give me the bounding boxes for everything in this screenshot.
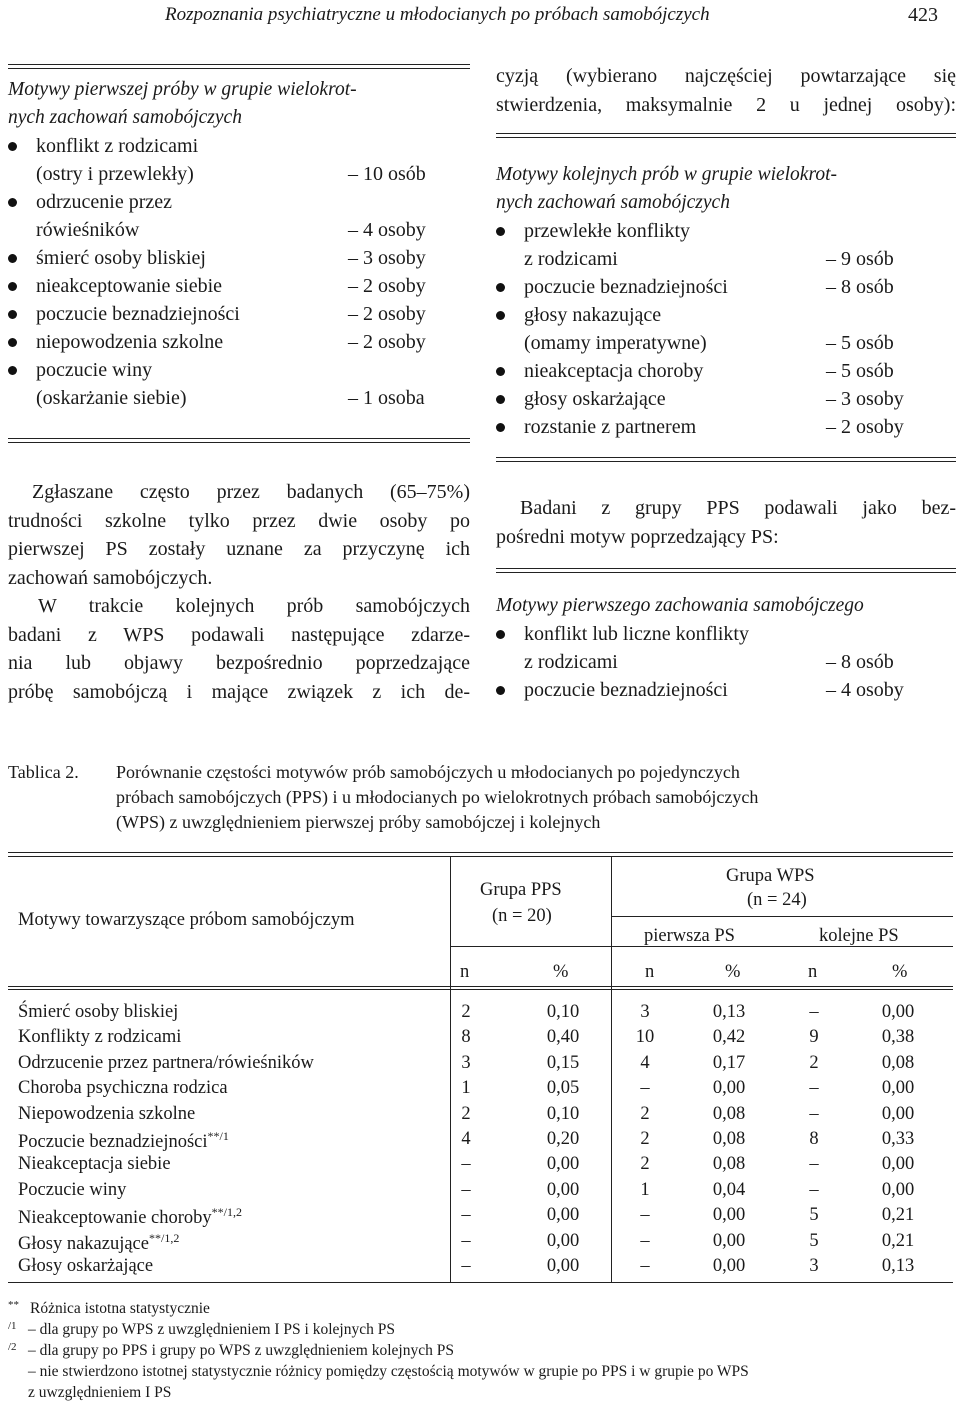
left-paragraph	[8, 478, 470, 706]
motive-label: z rodzicami	[524, 651, 618, 673]
subheader-pct: %	[725, 962, 741, 982]
footnote-mark: **/1,2	[148, 1230, 180, 1245]
bullet-icon	[8, 198, 17, 207]
table-cell: 0,00	[546, 1205, 580, 1226]
table-row-label	[18, 1078, 228, 1099]
motive-item	[8, 132, 470, 160]
caption-line: (WPS) z uwzględnieniem pierwszej próby samobójczej i kolejnych	[116, 812, 601, 832]
caption-label: Tablica 2.	[8, 762, 79, 782]
table-caption	[8, 760, 958, 835]
box-wps-first	[8, 76, 470, 412]
table-cell: 0,00	[881, 1154, 915, 1175]
motive-text: Niepowodzenia szkolne	[18, 1103, 196, 1124]
motive-label: przewlekłe konflikty	[524, 220, 691, 242]
stats-table	[8, 852, 953, 1284]
bullet-icon	[8, 338, 17, 347]
bullet-icon	[496, 367, 505, 376]
col-header-wps: Grupa WPS	[726, 866, 815, 886]
table-cell: –	[809, 1103, 819, 1124]
table-cell: 0,10	[546, 1002, 580, 1022]
motive-label: poczucie winy	[36, 359, 153, 381]
table-cell: 0,00	[546, 1256, 580, 1276]
motive-item	[496, 357, 956, 385]
motive-count: – 10 osób	[348, 163, 426, 185]
subheader-n: n	[808, 962, 818, 982]
table-cell: –	[461, 1256, 471, 1276]
table-cell: 8	[809, 1129, 819, 1149]
note-mark: /1	[8, 1320, 17, 1332]
footnote-mark: **/1	[207, 1129, 229, 1143]
table-cell: 4	[640, 1052, 650, 1073]
bullet-icon	[496, 395, 505, 404]
table-cell: 0,00	[881, 1078, 915, 1099]
motive-label: niepowodzenia szkolne	[36, 331, 224, 353]
box-top-rule	[8, 64, 470, 69]
motive-item	[496, 413, 956, 441]
motive-label: głosy nakazujące	[524, 304, 662, 326]
col-header-wps-n: (n = 24)	[747, 890, 807, 910]
table-cell: 1	[640, 1179, 650, 1200]
motive-label: poczucie beznadziejności	[36, 303, 240, 325]
table-cell: 3	[461, 1052, 471, 1073]
table-cell: –	[640, 1078, 650, 1099]
note-text: – nie stwierdzono istotnej statystycznie różnicy pomiędzy częstością motywów w grupie po PPS i w grupie po WPS	[28, 1363, 749, 1380]
motive-count: – 1 osoba	[348, 387, 425, 409]
motive-item	[8, 272, 470, 300]
motive-count: – 4 osoby	[348, 219, 426, 241]
motive-count: – 2 osoby	[348, 303, 426, 325]
table-cell: 0,08	[712, 1129, 746, 1149]
table-cell: 0,21	[881, 1205, 915, 1226]
table-cell: –	[809, 1154, 819, 1175]
note-line	[8, 1298, 958, 1319]
bullet-icon	[8, 282, 17, 291]
note-text: – dla grupy po WPS z uwzględnieniem I PS i kolejnych PS	[28, 1321, 395, 1338]
table-cell: 8	[461, 1027, 471, 1048]
motive-label: (ostry i przewlekły)	[36, 163, 194, 185]
motive-item	[8, 244, 470, 272]
table-cell: 1	[461, 1078, 471, 1099]
motive-item	[496, 676, 956, 704]
box-bottom-rule	[8, 438, 470, 443]
text-line: próbę samobójczą i mające związek z ich de-	[8, 680, 470, 703]
table-cell: 3	[640, 1002, 650, 1022]
table-cell: 0,10	[546, 1103, 580, 1124]
bullet-icon	[496, 630, 505, 639]
box-title: Motywy pierwszego zachowania samobójczego	[496, 595, 864, 616]
table-cell: 0,13	[712, 1002, 746, 1022]
table-cell: –	[461, 1205, 471, 1226]
table-cell: 2	[640, 1154, 650, 1175]
footnote-mark: **/1,2	[211, 1205, 242, 1220]
table-cell: –	[461, 1179, 471, 1200]
subheader-n: n	[645, 962, 655, 982]
table-cell: 2	[640, 1129, 650, 1149]
table-cell: 3	[809, 1256, 819, 1276]
note-line	[8, 1340, 958, 1361]
motive-label: konflikt lub liczne konflikty	[524, 623, 749, 645]
table-cell: 5	[809, 1230, 819, 1251]
motive-item	[8, 356, 470, 384]
col-header-pps: Grupa PPS	[480, 880, 562, 900]
motive-item	[496, 301, 956, 329]
text-line: cyzją (wybierano najczęściej powtarzające się	[496, 65, 956, 87]
motive-label: rówieśników	[36, 219, 140, 241]
text-line: zachowań samobójczych.	[8, 566, 213, 589]
table-cell: 0,08	[712, 1154, 746, 1175]
note-text: Różnica istotna statystycznie	[30, 1300, 210, 1317]
table-row-label	[18, 1154, 171, 1175]
col-header-wps-next: kolejne PS	[819, 926, 899, 946]
table-cell: 0,08	[881, 1052, 915, 1073]
bullet-icon	[496, 686, 505, 695]
text-line: stwierdzenia, maksymalnie 2 u jednej osoby):	[496, 93, 956, 116]
table-cell: 9	[809, 1027, 819, 1048]
text-line: pierwszej PS zostały uznane za przyczynę ich	[8, 538, 470, 560]
motive-label: rozstanie z partnerem	[524, 416, 697, 438]
running-title: Rozpoznania psychiatryczne u młodocianych po próbach samobójczych	[165, 4, 710, 25]
table-cell: –	[809, 1078, 819, 1099]
motive-item-continued	[496, 245, 956, 273]
bullet-icon	[496, 283, 505, 292]
motive-label: (oskarżanie siebie)	[36, 387, 187, 409]
bullet-icon	[8, 142, 17, 151]
table-cell: 0,20	[546, 1129, 580, 1149]
table-cell: –	[461, 1230, 471, 1251]
motive-label: (omamy imperatywne)	[524, 332, 707, 354]
caption-line: próbach samobójczych (PPS) i u młodocianych po wielokrotnych próbach samobójczych	[116, 787, 759, 807]
box-top-rule	[496, 133, 956, 138]
motive-count: – 3 osoby	[826, 388, 904, 410]
box-title: Motywy kolejnych prób w grupie wielokrot-	[496, 164, 837, 185]
note-line	[8, 1361, 958, 1382]
table-cell: 2	[809, 1052, 819, 1073]
motive-text: Choroba psychiczna rodzica	[18, 1078, 228, 1099]
motive-text: Odrzucenie przez partnera/rówieśników	[18, 1052, 314, 1073]
motive-count: – 2 osoby	[826, 416, 904, 438]
motive-item-continued	[8, 384, 470, 412]
motive-text: Poczucie beznadziejności	[18, 1132, 208, 1153]
motive-item	[8, 328, 470, 356]
box-pps	[496, 592, 956, 704]
table-cell: 0,21	[881, 1230, 915, 1251]
caption-line: Porównanie częstości motywów prób samobójczych u młodocianych po pojedynczych	[116, 762, 740, 782]
motive-item	[496, 273, 956, 301]
note-line	[8, 1319, 958, 1340]
text-line: W trakcie kolejnych prób samobójczych	[38, 595, 470, 617]
motive-item	[496, 385, 956, 413]
table-cell: 0,08	[712, 1103, 746, 1124]
col-header-motives: Motywy towarzyszące próbom samobójczym	[18, 910, 355, 930]
motive-text: Śmierć osoby bliskiej	[18, 1002, 179, 1022]
table-rule	[8, 1282, 953, 1283]
box-bottom-rule	[496, 457, 956, 462]
table-row-label	[18, 1027, 181, 1048]
right-paragraph	[496, 494, 956, 551]
motive-count: – 5 osób	[826, 360, 894, 382]
table-cell: 10	[635, 1027, 655, 1048]
motive-item-continued	[8, 160, 470, 188]
table-cell: 5	[809, 1205, 819, 1226]
table-vrule	[611, 856, 612, 1282]
motive-text: Nieakceptowanie choroby	[18, 1208, 212, 1229]
table-cell: 0,33	[881, 1129, 915, 1149]
table-rule	[8, 852, 953, 853]
table-cell: 0,00	[881, 1002, 915, 1022]
motive-label: konflikt z rodzicami	[36, 135, 199, 157]
table-rule	[8, 986, 953, 987]
table-cell: 0,17	[712, 1052, 746, 1073]
table-rule	[611, 916, 953, 917]
motive-count: – 8 osób	[826, 651, 894, 673]
motive-text: Głosy oskarżające	[18, 1256, 154, 1276]
motive-label: z rodzicami	[524, 248, 618, 270]
table-cell: 0,04	[712, 1179, 746, 1200]
bullet-icon	[496, 227, 505, 236]
subheader-n: n	[460, 962, 470, 982]
bullet-icon	[8, 366, 17, 375]
table-cell: 0,00	[712, 1078, 746, 1099]
table-notes	[8, 1298, 958, 1403]
text-line: trudności szkolne tylko przez dwie osoby po	[8, 509, 470, 532]
page-number: 423	[908, 4, 938, 26]
motive-item	[496, 217, 956, 245]
motive-text: Głosy nakazujące	[18, 1233, 149, 1254]
motive-text: Nieakceptacja siebie	[18, 1154, 171, 1175]
table-cell: 0,00	[712, 1256, 746, 1276]
table-cell: 0,00	[712, 1230, 746, 1251]
table-cell: 0,00	[546, 1230, 580, 1251]
box-title: nych zachowań samobójczych	[496, 192, 730, 213]
motive-item-continued	[496, 648, 956, 676]
text-line: pośredni motyw poprzedzający PS:	[496, 525, 779, 548]
note-line	[8, 1382, 958, 1403]
text-line: Badani z grupy PPS podawali jako bez-	[520, 497, 956, 519]
table-row-label	[18, 1104, 195, 1125]
box-title: nych zachowań samobójczych	[8, 107, 242, 128]
table-row-label	[18, 1002, 178, 1023]
note-mark: **	[8, 1299, 19, 1311]
bullet-icon	[496, 311, 505, 320]
table-cell: 4	[461, 1129, 471, 1149]
table-cell: 0,00	[546, 1179, 580, 1200]
bullet-icon	[496, 423, 505, 432]
motive-label: poczucie beznadziejności	[524, 679, 728, 701]
note-text: – dla grupy po PPS i grupy po WPS z uwzględnieniem kolejnych PS	[28, 1342, 454, 1359]
motive-label: nieakceptacja choroby	[524, 360, 704, 382]
table-cell: 0,40	[546, 1027, 580, 1048]
table-row-label	[18, 1256, 153, 1277]
motive-item	[8, 188, 470, 216]
bullet-icon	[8, 254, 17, 263]
bullet-icon	[8, 310, 17, 319]
text-line: badani z WPS podawali następujące zdarze-	[8, 623, 470, 646]
table-cell: 0,38	[881, 1027, 915, 1048]
motive-label: śmierć osoby bliskiej	[36, 247, 206, 269]
text-line: Zgłaszane często przez badanych (65–75%)	[32, 481, 470, 503]
motive-count: – 9 osób	[826, 248, 894, 270]
table-row-label	[18, 1053, 314, 1074]
table-row-label	[18, 1129, 229, 1153]
table-cell: 0,00	[712, 1205, 746, 1226]
motive-count: – 5 osób	[826, 332, 894, 354]
table-cell: –	[461, 1154, 471, 1175]
note-text: z uwzględnieniem I PS	[28, 1384, 172, 1401]
table-row-label	[18, 1231, 179, 1255]
table-cell: 0,15	[546, 1052, 580, 1073]
col-header-wps-first: pierwsza PS	[644, 926, 735, 946]
table-cell: 2	[461, 1103, 471, 1124]
table-cell: 2	[640, 1103, 650, 1124]
motive-item-continued	[8, 216, 470, 244]
table-cell: –	[809, 1179, 819, 1200]
motive-text: Poczucie winy	[18, 1179, 127, 1200]
motive-text: Konflikty z rodzicami	[18, 1027, 182, 1048]
table-rule	[8, 989, 953, 990]
table-row-label	[18, 1205, 242, 1229]
note-mark: /2	[8, 1341, 17, 1353]
table-cell: –	[809, 1002, 819, 1022]
box-title: Motywy pierwszej próby w grupie wielokrot-	[8, 79, 357, 100]
motive-count: – 2 osoby	[348, 331, 426, 353]
motive-count: – 2 osoby	[348, 275, 426, 297]
table-cell: 0,00	[546, 1154, 580, 1175]
table-cell: 0,05	[546, 1078, 580, 1099]
motive-count: – 3 osoby	[348, 247, 426, 269]
motive-label: poczucie beznadziejności	[524, 276, 728, 298]
box-top-rule	[496, 568, 956, 573]
table-cell: –	[640, 1205, 650, 1226]
right-intro	[496, 62, 956, 119]
table-cell: 0,00	[881, 1179, 915, 1200]
table-cell: 0,13	[881, 1256, 915, 1276]
motive-count: – 8 osób	[826, 276, 894, 298]
table-cell: 2	[461, 1002, 471, 1022]
table-cell: –	[640, 1256, 650, 1276]
motive-label: nieakceptowanie siebie	[36, 275, 223, 297]
subheader-pct: %	[892, 962, 908, 982]
motive-count: – 4 osoby	[826, 679, 904, 701]
motive-label: odrzucenie przez	[36, 191, 173, 213]
table-cell: 0,00	[881, 1103, 915, 1124]
motive-item	[8, 300, 470, 328]
col-header-pps-n: (n = 20)	[492, 906, 552, 926]
table-rule	[8, 856, 953, 857]
table-cell: 0,42	[712, 1027, 746, 1048]
subheader-pct: %	[553, 962, 569, 982]
table-row-label	[18, 1180, 126, 1201]
motive-label: głosy oskarżające	[524, 388, 666, 410]
table-cell: –	[640, 1230, 650, 1251]
motive-item-continued	[496, 329, 956, 357]
motive-item	[496, 620, 956, 648]
text-line: nia lub objawy bezpośrednio poprzedzające	[8, 652, 470, 674]
box-wps-next	[496, 161, 956, 441]
